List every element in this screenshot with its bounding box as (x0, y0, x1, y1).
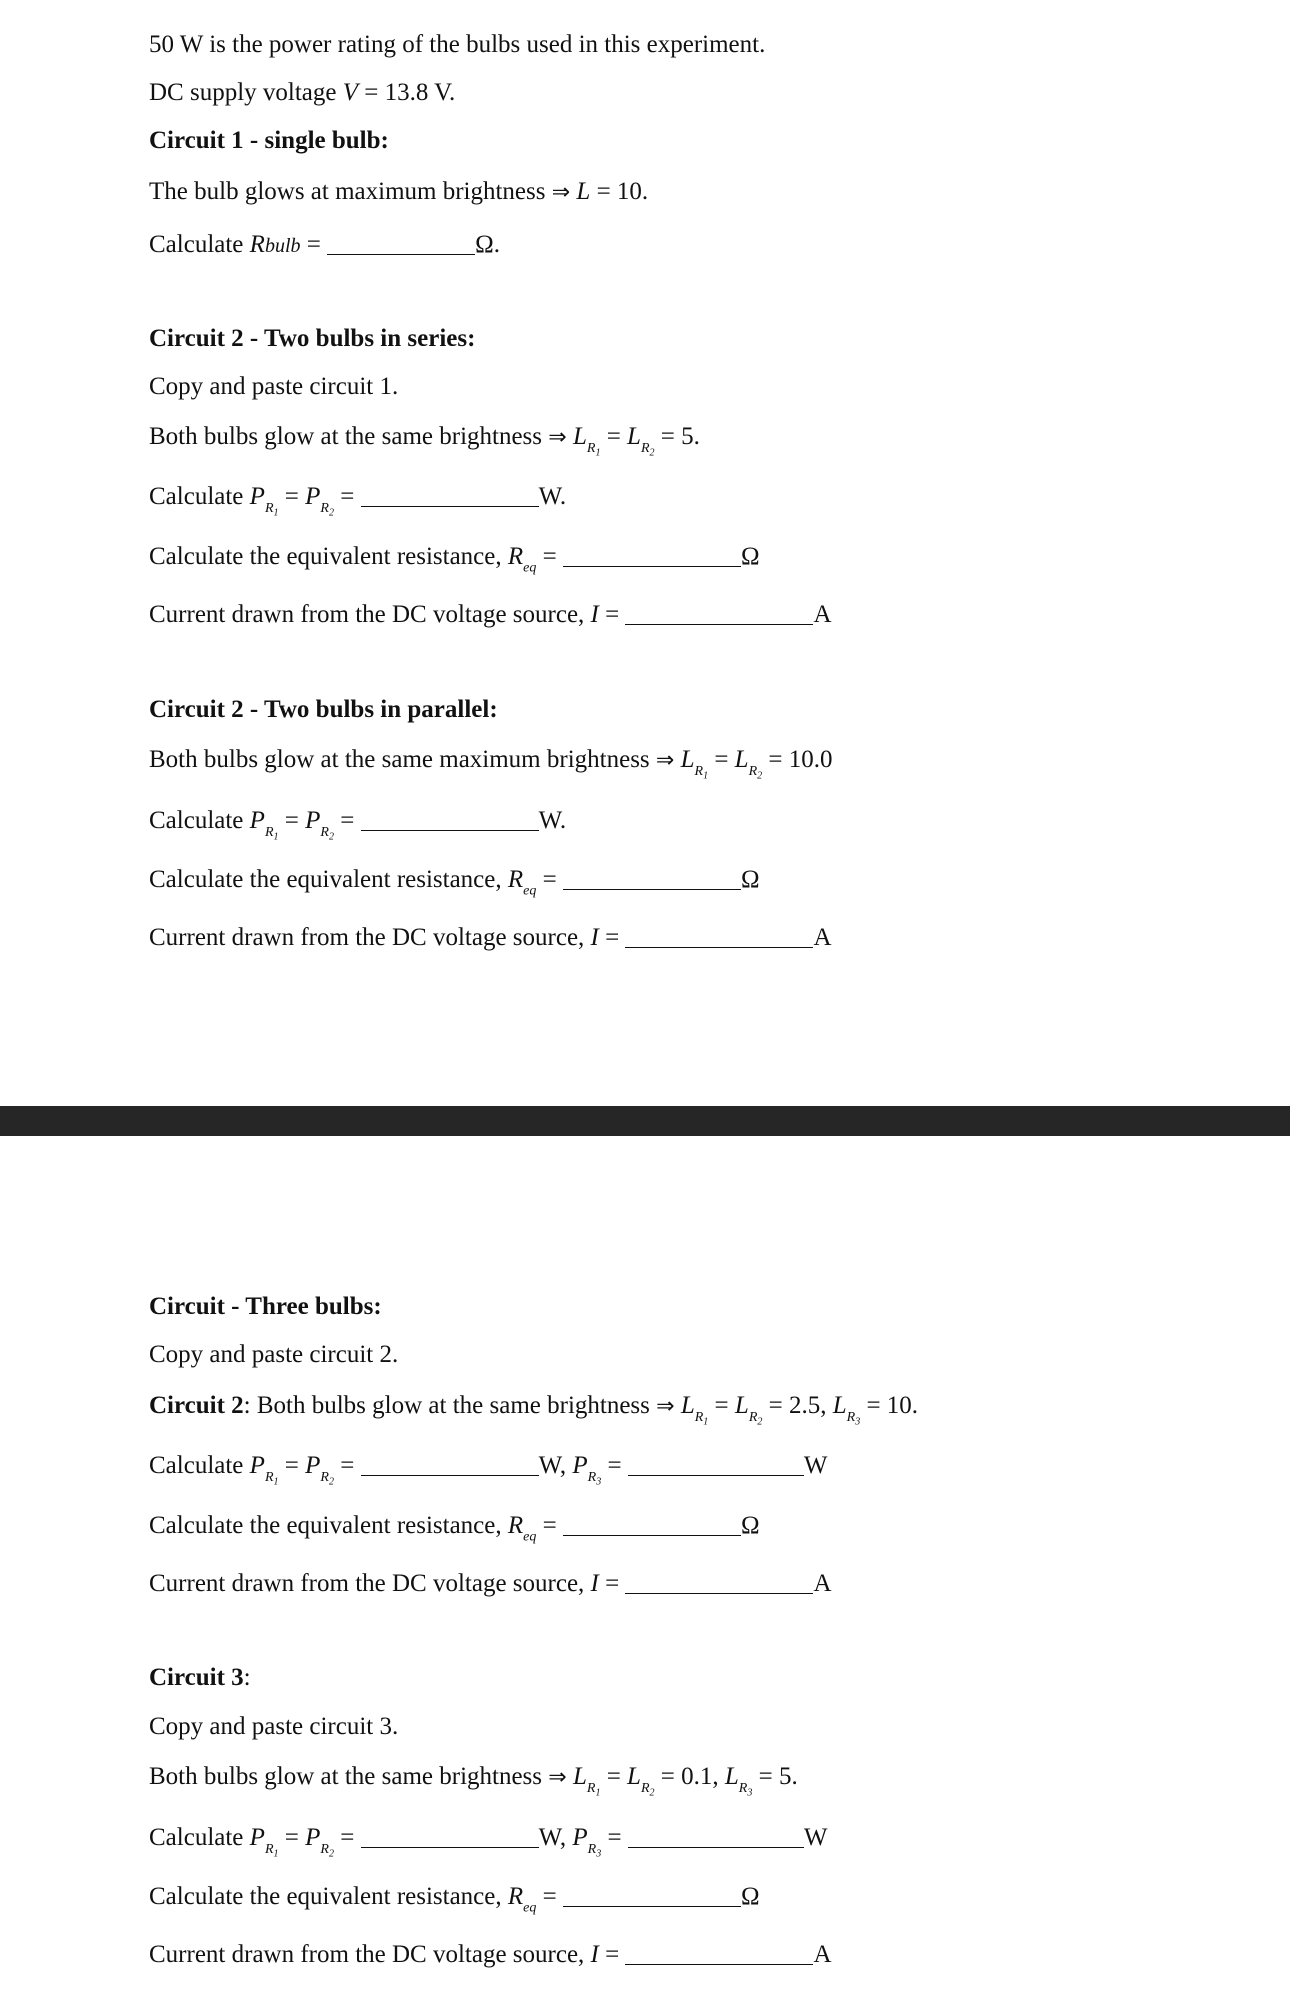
req-answer-blank[interactable] (563, 541, 741, 567)
circuit3-current-line (149, 1939, 832, 1967)
implies-arrow-icon: ⇒ (551, 180, 571, 205)
equals-sign: = (600, 1763, 628, 1790)
p-r2-symbol: $P_{R_2}$ (305, 483, 334, 519)
p-r1-symbol: $P_{R_1}$ (249, 807, 279, 843)
p-r3-symbol: $P_{R_3}$ (572, 1452, 602, 1488)
circuit3-heading (149, 1665, 251, 1690)
equals-sign: = (333, 807, 361, 834)
brightness-text: Both bulbs glow at the same brightness (149, 1763, 549, 1790)
current-symbol: I (590, 1941, 599, 1968)
watt-unit: W, (538, 1452, 573, 1479)
circuit2-series-power-line (149, 481, 567, 519)
calc-label: Calculate (149, 1452, 250, 1479)
brightness-value-3: = 5. (752, 1763, 798, 1790)
brightness-value: = 10. (590, 178, 649, 205)
current-label: Current drawn from the DC voltage source, (149, 1570, 591, 1597)
power-answer-blank[interactable] (361, 805, 539, 831)
equals-sign: = (600, 423, 628, 450)
r-bulb-symbol: Rbulb (249, 231, 301, 258)
circuit2-parallel-current-line (149, 922, 832, 950)
circuit1-heading: Circuit 1 - single bulb: (149, 127, 389, 154)
circuit2-series-copy: Copy and paste circuit 1. (149, 373, 399, 400)
current-symbol: I (590, 1570, 599, 1597)
current-symbol: I (590, 601, 599, 628)
r-bulb-answer-blank[interactable] (327, 229, 475, 255)
equals-sign: = (278, 483, 306, 510)
intro-power-rating: 50 W is the power rating of the bulbs used in this experiment. (149, 31, 766, 58)
p-r3-symbol: $P_{R_3}$ (572, 1824, 602, 1860)
equals-sign: = (333, 1824, 361, 1851)
l-r1-symbol: $L_{R_1}$ (680, 746, 709, 782)
current-label: Current drawn from the DC voltage source, (149, 924, 591, 951)
circuit3-brightness (149, 1763, 798, 1799)
circuit2-parallel-heading: Circuit 2 - Two bulbs in parallel: (149, 696, 498, 723)
equals-sign: = (536, 866, 563, 893)
power-12-answer-blank[interactable] (361, 1450, 539, 1476)
brightness-value-12: = 2.5, (762, 1392, 833, 1419)
circuit-label: Circuit 2 (149, 1392, 244, 1419)
watt-unit: W, (538, 1824, 573, 1851)
circuit2-series-req-line (149, 541, 760, 576)
amp-unit: A (813, 924, 832, 951)
brightness-value: = 10.0 (762, 746, 833, 773)
ohm-unit: Ω (740, 1512, 760, 1539)
equals-sign: = (278, 807, 306, 834)
page-divider (0, 1106, 1290, 1136)
equals-sign: = (333, 1452, 361, 1479)
p-r2-symbol: $P_{R_2}$ (305, 1824, 334, 1860)
req-label: Calculate the equivalent resistance, (149, 1512, 508, 1539)
r-eq-symbol: $R_{eq}$ (507, 1883, 537, 1916)
implies-arrow-icon: ⇒ (548, 1765, 567, 1790)
power-12-answer-blank[interactable] (361, 1822, 539, 1848)
intro-supply-voltage (149, 80, 455, 105)
equals-sign: = (536, 1512, 563, 1539)
circuit1-brightness (149, 179, 648, 204)
p-r2-symbol: $P_{R_2}$ (305, 807, 334, 843)
circuit2-parallel-brightness (149, 746, 833, 782)
l-r1-symbol: $L_{R_1}$ (680, 1392, 709, 1428)
circuit2-series-current-line (149, 599, 832, 627)
l-r1-symbol: $L_{R_1}$ (572, 1763, 601, 1799)
r-eq-symbol: $R_{eq}$ (507, 543, 537, 576)
current-answer-blank[interactable] (625, 599, 813, 625)
l-r3-symbol: $L_{R_3}$ (724, 1763, 753, 1799)
equals-sign: = (278, 1452, 306, 1479)
brightness-text: Both bulbs glow at the same brightness (149, 423, 549, 450)
current-answer-blank[interactable] (625, 922, 813, 948)
circuit3-heading-label: Circuit 3 (149, 1664, 244, 1691)
voltage-label: DC supply voltage (149, 79, 343, 106)
circuit2-parallel-power-line (149, 805, 567, 843)
l-r3-symbol: $L_{R_3}$ (832, 1392, 861, 1428)
equals-sign: = (598, 924, 626, 951)
req-answer-blank[interactable] (563, 1881, 741, 1907)
brightness-symbol: L (576, 178, 591, 205)
ohm-unit: Ω (740, 866, 760, 893)
amp-unit: A (813, 1941, 832, 1968)
p-r1-symbol: $P_{R_1}$ (249, 1452, 279, 1488)
brightness-value-12: = 0.1, (654, 1763, 725, 1790)
circuit3-copy: Copy and paste circuit 3. (149, 1713, 399, 1740)
equals-sign: = (601, 1452, 628, 1479)
equals-sign: = (536, 543, 563, 570)
three-bulbs-current-line (149, 1568, 832, 1596)
brightness-value: = 5. (654, 423, 700, 450)
r-eq-symbol: $R_{eq}$ (507, 1512, 537, 1545)
amp-unit: A (813, 601, 832, 628)
implies-arrow-icon: ⇒ (656, 1394, 675, 1419)
ohm-unit: Ω (740, 543, 760, 570)
implies-arrow-icon: ⇒ (548, 425, 567, 450)
three-bulbs-copy: Copy and paste circuit 2. (149, 1341, 399, 1368)
current-label: Current drawn from the DC voltage source, (149, 1941, 591, 1968)
brightness-value-3: = 10. (860, 1392, 919, 1419)
req-answer-blank[interactable] (563, 864, 741, 890)
req-answer-blank[interactable] (563, 1510, 741, 1536)
equals-sign: = (598, 1570, 626, 1597)
three-bulbs-brightness (149, 1392, 919, 1428)
equals-sign: = (536, 1883, 563, 1910)
watt-unit: W. (538, 807, 567, 834)
watt-unit: W (803, 1452, 828, 1479)
power-3-answer-blank[interactable] (628, 1822, 804, 1848)
amp-unit: A (813, 1570, 832, 1597)
equals-sign: = (708, 746, 735, 773)
circuit2-series-brightness (149, 423, 700, 459)
implies-arrow-icon: ⇒ (655, 748, 675, 773)
l-r2-symbol: $L_{R_2}$ (627, 1763, 655, 1799)
circuit3-power-line (149, 1822, 828, 1860)
current-answer-blank[interactable] (625, 1568, 813, 1594)
watt-unit: W (803, 1824, 828, 1851)
equals-sign: = (598, 1941, 626, 1968)
req-label: Calculate the equivalent resistance, (149, 866, 508, 893)
equals-sign: = (601, 1824, 628, 1851)
current-label: Current drawn from the DC voltage source, (149, 601, 591, 628)
circuit1-resistance-line (149, 229, 500, 257)
equals-sign: = (278, 1824, 306, 1851)
equals-sign: = (333, 483, 361, 510)
r-eq-symbol: $R_{eq}$ (507, 866, 537, 899)
calc-label: Calculate (149, 1824, 250, 1851)
calc-label: Calculate (149, 231, 250, 258)
ohm-unit: Ω. (475, 231, 500, 258)
calc-label: Calculate (149, 807, 250, 834)
three-bulbs-req-line (149, 1510, 760, 1545)
l-r2-symbol: $L_{R_2}$ (734, 1392, 763, 1428)
brightness-text: The bulb glows at maximum brightness (149, 178, 552, 205)
circuit3-req-line (149, 1881, 760, 1916)
current-answer-blank[interactable] (625, 1939, 813, 1965)
power-answer-blank[interactable] (361, 481, 539, 507)
circuit2-parallel-req-line (149, 864, 760, 899)
ohm-unit: Ω (740, 1883, 760, 1910)
equals-sign: = (708, 1392, 735, 1419)
p-r1-symbol: $P_{R_1}$ (249, 1824, 279, 1860)
calc-label: Calculate (149, 483, 250, 510)
equals-sign: = (300, 231, 328, 258)
three-bulbs-heading: Circuit - Three bulbs: (149, 1293, 382, 1320)
l-r1-symbol: $L_{R_1}$ (572, 423, 601, 459)
p-r1-symbol: $P_{R_1}$ (249, 483, 279, 519)
l-r2-symbol: $L_{R_2}$ (734, 746, 763, 782)
three-bulbs-power-line (149, 1450, 828, 1488)
circuit2-series-heading: Circuit 2 - Two bulbs in series: (149, 325, 476, 352)
current-symbol: I (590, 924, 599, 951)
req-label: Calculate the equivalent resistance, (149, 543, 508, 570)
power-3-answer-blank[interactable] (628, 1450, 804, 1476)
watt-unit: W. (538, 483, 567, 510)
brightness-text: Both bulbs glow at the same maximum brightness (149, 746, 656, 773)
req-label: Calculate the equivalent resistance, (149, 1883, 508, 1910)
circuit3-heading-colon: : (243, 1664, 251, 1691)
voltage-symbol: V (342, 79, 359, 106)
voltage-value: = 13.8 V. (358, 79, 456, 106)
equals-sign: = (598, 601, 626, 628)
brightness-text: : Both bulbs glow at the same brightness (243, 1392, 657, 1419)
l-r2-symbol: $L_{R_2}$ (627, 423, 655, 459)
p-r2-symbol: $P_{R_2}$ (305, 1452, 334, 1488)
